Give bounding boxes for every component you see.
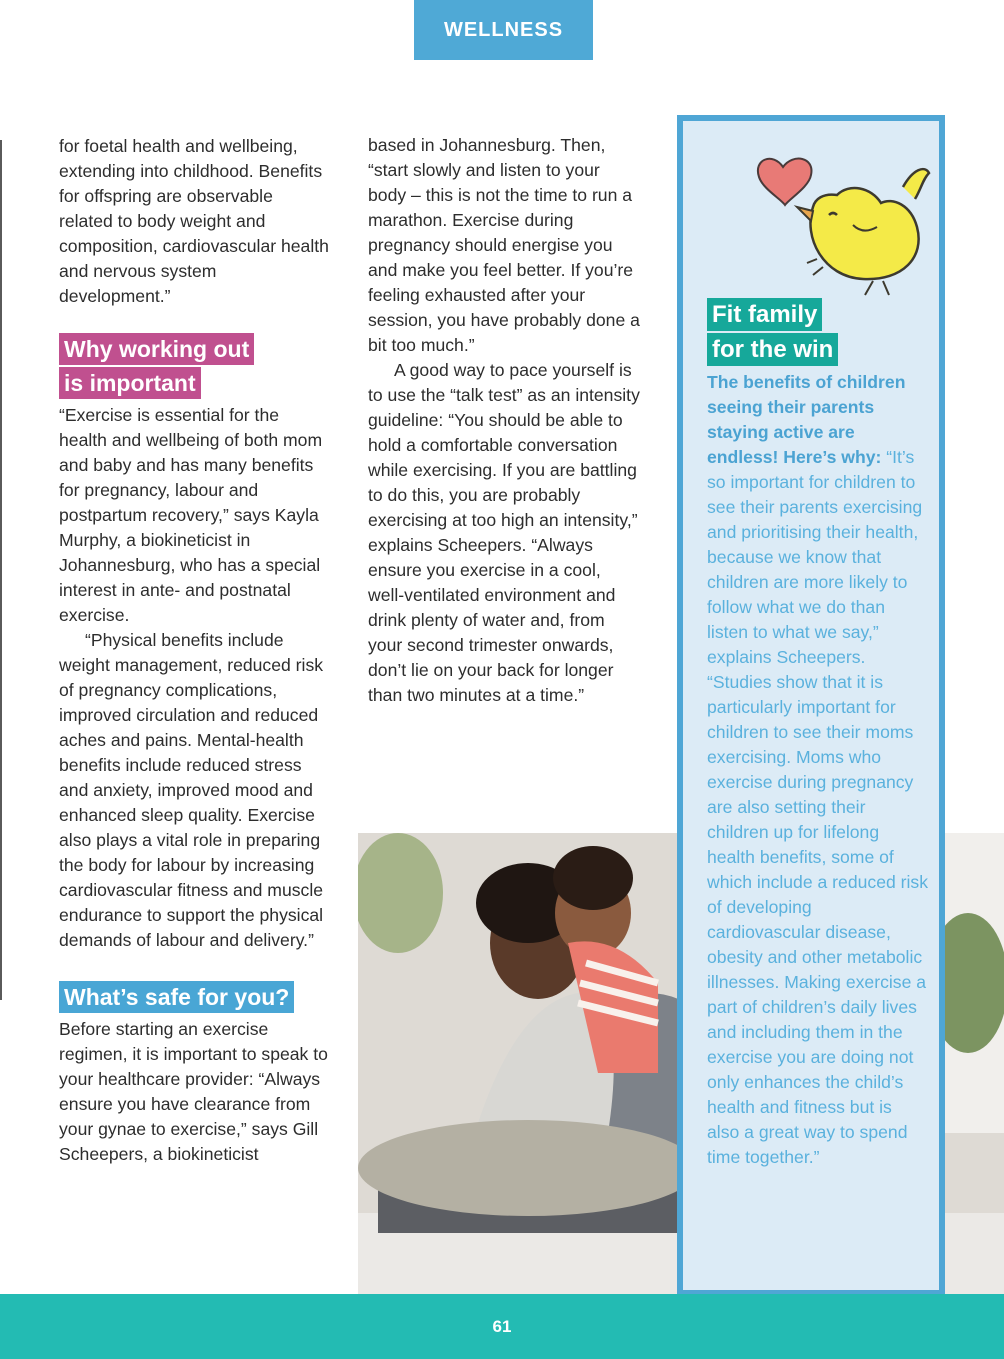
text-column-2	[368, 133, 640, 708]
page-number: 61	[492, 1316, 512, 1336]
intro-paragraph: for foetal health and wellbeing, extending into childhood. Benefits for offspring are observable related to body weight and composition, cardiovascular health and nervous system development.”	[59, 136, 329, 306]
sidebar-title	[707, 297, 838, 367]
heading-why-working-out	[59, 332, 331, 400]
sidebar-box	[677, 115, 945, 1296]
body-paragraph: based in Johannesburg. Then, “start slowly and listen to your body – this is not the time to run a marathon. Exercise during pregnancy should energise you and make you feel better. If you’re feeling exhausted after your session, you have probably done a bit too much.”	[368, 135, 640, 355]
heading-line: is important	[59, 367, 201, 399]
heading-whats-safe	[59, 980, 331, 1014]
sidebar-text	[707, 370, 929, 1170]
page-edge-line	[0, 140, 2, 1000]
sidebar-title-line: for the win	[707, 333, 838, 366]
footer-bar	[0, 1294, 1004, 1359]
sidebar-lead: The benefits of children seeing their parents staying active are endless! Here’s why:	[707, 372, 906, 467]
body-paragraph: A good way to pace yourself is to use the “talk test” as an intensity guideline: “You should be able to hold a comfortable conversation while exercising. If you are battling to do this, you are probably exercising at too high an intensity,” explains Scheepers. “Always ensure you exercise in a cool, well-ventilated environment and drink plenty of water and, from your second trimester onwards, don’t lie on your back for longer than two minutes at a time.”	[368, 360, 640, 705]
sidebar-quote: “It’s so important for children to see their parents exercising and prioritising their health, because we know that children are more likely to follow what we do than listen to what we say,” explains Scheepers. “Studies show that it is particularly important for children to see their moms exercising. Moms who exercise during pregnancy are also setting their children up for lifelong health benefits, some of which include a reduced risk of developing cardiovascular disease, obesity and other metabolic illnesses. Making exercise a part of children’s daily lives and including them in the exercise you are doing not only enhances the child’s health and fitness but is also a great way to spend time together.”	[707, 447, 929, 1167]
sidebar-title-line: Fit family	[707, 298, 822, 331]
body-paragraph: Before starting an exercise regimen, it is important to speak to your healthcare provider: “Always ensure you have clearance from your gynae to exercise,” says Gill Scheepers, a biokineticist	[59, 1019, 328, 1164]
section-tab	[414, 0, 593, 60]
heading-line: Why working out	[59, 333, 254, 365]
body-paragraph: “Exercise is essential for the health and wellbeing of both mom and baby and has many benefits for pregnancy, labour and postpartum recovery,” says Kayla Murphy, a biokineticist in Johannesburg, who has a special interest in ante- and postnatal exercise.	[59, 405, 323, 625]
heading-line: What’s safe for you?	[59, 981, 294, 1013]
sidebar-panel	[683, 121, 939, 1290]
section-label: WELLNESS	[443, 18, 564, 41]
text-column-1	[59, 134, 331, 1167]
bird-heart-icon	[753, 147, 933, 307]
sidebar-body	[707, 370, 929, 1170]
body-paragraph: “Physical benefits include weight management, reduced risk of pregnancy complications, improved circulation and reduced aches and pains. Mental-health benefits include reduced stress and anxiety, improved mood and enhanced sleep quality. Exercise also plays a vital role in preparing the body for labour by increasing cardiovascular fitness and muscle endurance to support the physical demands of labour and delivery.”	[59, 630, 324, 950]
